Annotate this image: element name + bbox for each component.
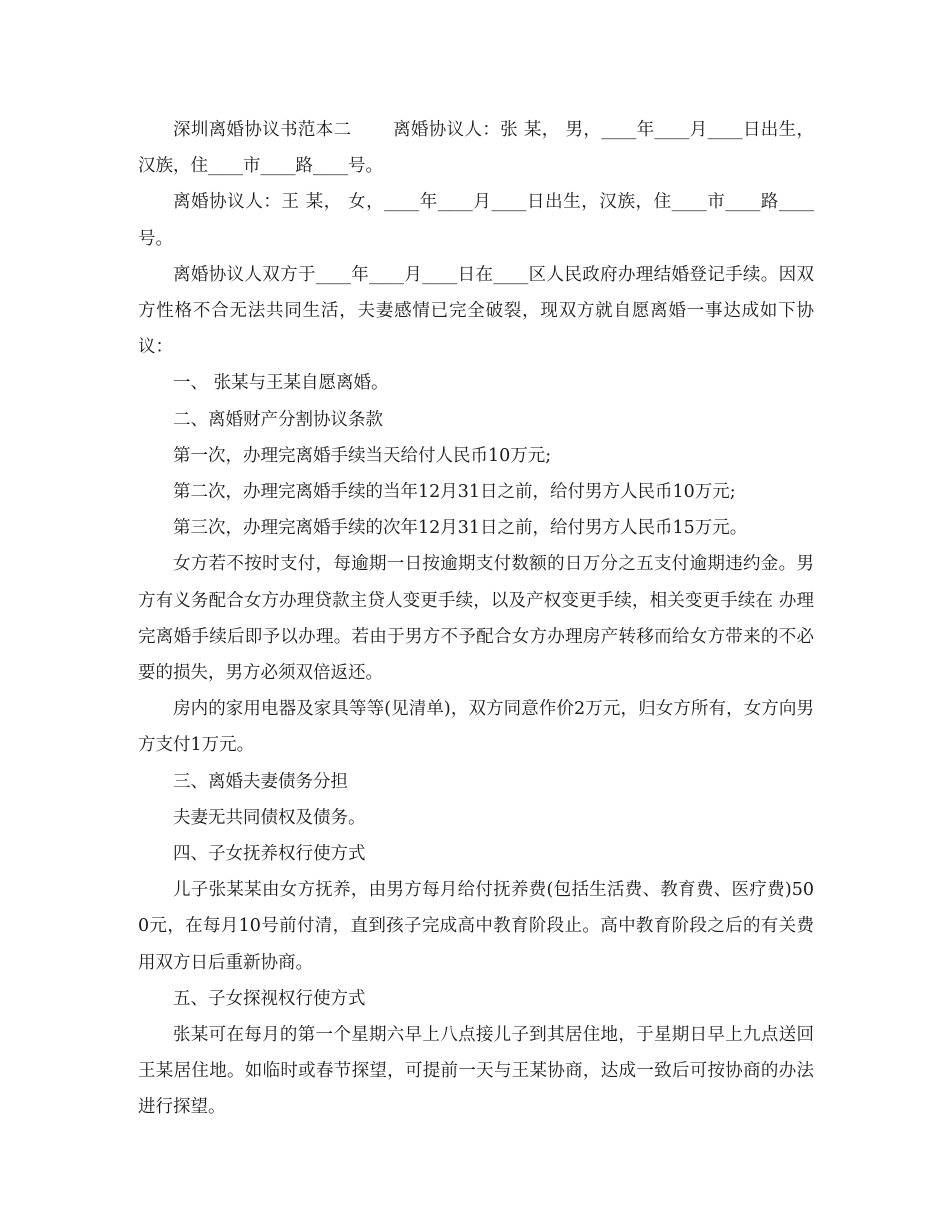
paragraph-furniture: 房内的家用电器及家具等等(见清单)，双方同意作价2万元，归女方所有，女方向男方支付1万元。 [138,699,814,756]
paragraph-debts: 夫妻无共同债权及债务。 [173,807,366,828]
payment-third: 第三次，办理完离婚手续的次年12月31日之前，给付男方人民币15万元。 [173,518,748,539]
paragraph-custody: 儿子张某某由女方抚养，由男方每月给付抚养费(包括生活费、教育费、医疗费)500元，在每月10号前付清，直到孩子完成高中教育阶段止。高中教育阶段之后的有关费用双方日后重新协商。 [138,880,814,973]
paragraph-title-and-party-one: 深圳离婚协议书范本二 离婚协议人：张 某， 男，____年____月____日出生，汉族，住____市____路____号。 [138,120,814,177]
paragraph-marriage-background: 离婚协议人双方于____年____月____日在____区人民政府办理结婚登记手续。因双方性格不合无法共同生活，夫妻感情已完全破裂，现双方就自愿离婚一事达成如下协议： [138,264,814,358]
document-body [138,112,814,1126]
clause-4-heading: 四、子女抚养权行使方式 [173,844,366,865]
clause-5-heading: 五、子女探视权行使方式 [173,988,366,1009]
paragraph-late-payment: 女方若不按时支付，每逾期一日按逾期支付数额的日万分之五支付逾期违约金。男方有义务配合女方办理贷款主贷人变更手续，以及产权变更手续，相关变更手续在 办理完离婚手续后即予以办理。若由于男方不予配合女方办理房产转移而给女方带来的不必要的损失，男方必须双倍返还。 [138,554,814,684]
payment-first: 第一次，办理完离婚手续当天给付人民币10万元; [173,445,552,466]
clause-1-divorce: 一、 张某与王某自愿离婚。 [173,373,389,394]
paragraph-visitation: 张某可在每月的第一个星期六早上八点接儿子到其居住地，于星期日早上九点送回王某居住地。如临时或春节探望，可提前一天与王某协商，达成一致后可按协商的办法进行探望。 [138,1025,814,1118]
clause-2-heading: 二、离婚财产分割协议条款 [173,409,383,430]
paragraph-party-two: 离婚协议人：王 某， 女，____年____月____日出生，汉族，住____市____路____号。 [138,192,814,249]
payment-second: 第二次，办理完离婚手续的当年12月31日之前，给付男方人民币10万元; [173,482,736,503]
clause-3-heading: 三、离婚夫妻债务分担 [173,771,348,792]
